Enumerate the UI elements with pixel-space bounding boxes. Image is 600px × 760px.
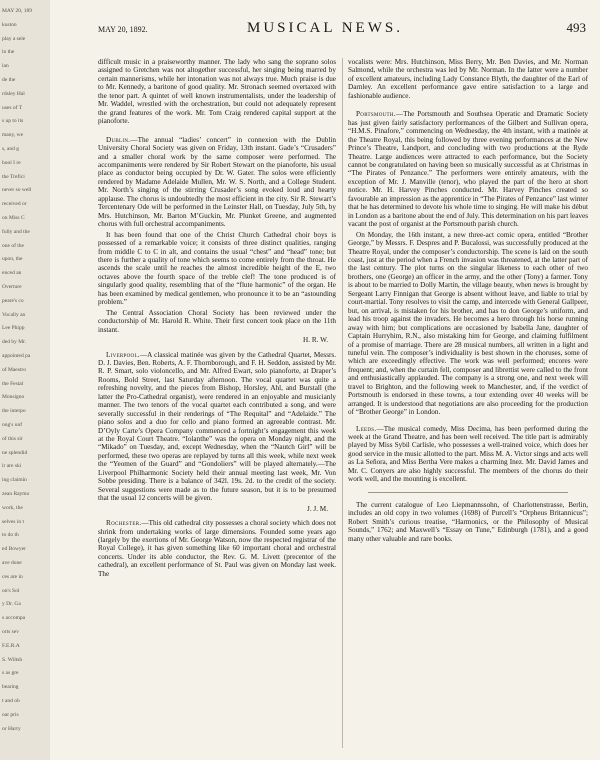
- dublin-paragraph-2: It has been found that one of the Christ Church Cathedral choir boys is possessed of a remarkable voice; it consists of three distinct qualities, ranging from middle C to C in alt, and contains the usual “chest” and “head” tone; but there is further a quality of tone which seems to come entirely from the throat. He ascends the scale until he reaches the almost incredible height of the E, two octaves above the fourth space of the treble clef! The tone produced is of singularly good quality, resembling that of the “flute harmonic” of the organ. He has been examined by medical gentlemen, who pronounce it to be an “astounding problem.”: [98, 230, 336, 307]
- adjacent-page-fragment: Monsigno: [2, 394, 25, 401]
- dublin-heading: Dublin.: [106, 135, 131, 144]
- adjacent-page-fragment: ing claimin: [2, 477, 27, 484]
- adjacent-page-fragment: ces are in: [2, 573, 23, 580]
- adjacent-page-fragment: to do th: [2, 532, 19, 539]
- leeds-heading: Leeds.: [356, 424, 377, 433]
- adjacent-page-fragment: Vocally an: [2, 311, 26, 318]
- adjacent-page-fragment: never so well: [2, 187, 32, 194]
- adjacent-page-fragment: the Festal: [2, 380, 24, 387]
- portsmouth-paragraph: Portsmouth.—The Portsmouth and Southsea Operatic and Dramatic Society has just given fairly satisfactory performances of the Gilbert and Sullivan opera, “H.M.S. Pinafore,” commencing on Wednesday, the 4th instant, with a matinée at the Theatre Royal, this being followed by three evening performances at the New Prince’s Theatre, Landport, and concluding with two productions at the Ryde Theatre. Large audiences were attracted to each performance, but the Society cannot be congratulated on having been so musically successful as at Christmas in “The Pirates of Penzance.” The performers were entirely amateurs, with the exception of Mr. J. Manville (tenor), who played the part of the hero at short notice. Mr. H. Harvey Pinches conducted. Mr. Harvey Pinches created so favourable an impression as the apprentice in “The Pirates of Penzance” last winter that he has determined to devote his whole time to singing. He will make his début in London as a baritone about the end of July. This determination on his part leaves vacant the post of organist at the Portsmouth parish church.: [348, 110, 588, 229]
- adjacent-page-fragment: ded by Mr.: [2, 339, 26, 346]
- adjacent-page-fragment: zean Raymo: [2, 491, 30, 497]
- adjacent-page-fragment: one of the: [2, 242, 24, 249]
- page-header: [50, 18, 600, 40]
- adjacent-page-fragment: play a sele: [2, 35, 26, 42]
- adjacent-page-fragment: Overture: [2, 284, 22, 290]
- adjacent-page-fragment: ir are ski: [2, 463, 22, 470]
- right-column: [348, 58, 588, 758]
- adjacent-page-fragment: rdsley Hal: [2, 90, 25, 97]
- liverpool-paragraph: Liverpool.—A classical matinée was given by the Cathedral Quartet, Messrs. D. J. Davies, Ben. Roberts, A. F. Thornborough, and F. H. Seddon, assisted by Mr. R. P. Smart, solo violoncello, and Mr. Alfred Ewart, solo pianoforte, at Draper’s Rooms, Bold Street, last Saturday afternoon. The vocal quartet was quite a refreshing novelty, and the pieces from Bishop, Horsley, Ahl, and Burstall (the latter the Pro-Cathedral organist), were rendered in an enjoyable and musicianly manner. The two tenors of the vocal quartet each contributed a song, and were severally successful in their renderings of “The Requital” and “Adelaide.” The piano solos and a duo for cello and piano formed an agreeable contrast. Mr. D’Oyly Carte’s Opera Company commenced a fortnight’s engagement this week at the Royal Court Theatre. “Iolanthe” was the opera on Monday night, and the “Mikado” on Tuesday, and, except Wednesday, when the “Nautch Girl” will be performed, these two operas are replayed by turns all this week, while next week the “Yeomen of the Guard” and “Gondoliers” will be played alternately.—The Liverpool Philharmonic Society held their annual meeting last week, Mr. Von Sobbe presiding. There is a balance of 342l. 19s. 2d. to the credit of the society. Several suggestions were made as to the future season, but it is to be presumed that the usual 12 concerts will be given.: [98, 350, 336, 503]
- adjacent-page-fragment: F.E.R.A: [2, 642, 20, 649]
- adjacent-page-fragment: upon, the: [2, 256, 23, 263]
- adjacent-page-strip: [0, 0, 51, 760]
- adjacent-page-fragment: Lee Phipp: [2, 325, 25, 332]
- adjacent-page-fragment: hool I re: [2, 159, 21, 166]
- adjacent-page-fragment: received or: [2, 201, 27, 208]
- adjacent-page-fragment: de the: [2, 77, 16, 83]
- liverpool-heading: Liverpool.: [106, 350, 140, 359]
- leeds-paragraph: Leeds.—The musical comedy, Miss Decima, has been performed during the week at the Grand Theatre, and has been well received. The title part is admirably played by Miss Sybil Carlisle, who possesses a well-trained voice, which does her good service in the music allotted to the part. Miss M. A. Victor sings and acts well as La Señora, and Miss Bertha Vere makes a charming Inez. Mr. David James and Mr. C. Conyers are also highly successful. The members of the chorus do their work well, and the mounting is excellent.: [348, 424, 588, 484]
- adjacent-page-fragment: kuston: [2, 21, 17, 28]
- adjacent-page-fragment: oar pris: [2, 711, 19, 718]
- adjacent-page-fragment: on's Sol: [2, 587, 20, 594]
- catalogue-paragraph: The current catalogue of Leo Liepmannssohn, of Charlottenstrasse, Berlin, includes an old copy in two volumes (1698) of Purcell’s “Orpheus Britannicus”; Robert Smith’s curious treatise, “Harmonics, or the Philosophy of Musical Sounds,” 1762; and Maxwell’s “Essay on Tune,” Edinburgh (1781), and a good many other valuable and rare books.: [348, 500, 588, 543]
- adjacent-page-fragment: appointed pa: [2, 353, 31, 359]
- adjacent-page-fragment: the Trefici: [2, 173, 25, 180]
- adjacent-page-fragment: the interpo: [2, 408, 26, 415]
- portsmouth-paragraph-2: On Monday, the 16th instant, a new three-act comic opera, entitled “Brother George,” by Messrs. F. Despres and P. Bucalossi, was successfully produced at the Theatre Royal, under the composer’s conductorship. The scene is laid on the south coast, just at the period when a French invasion was threatened, at the latter part of the last century. The plot turns on the singular likeness to each other of two brothers, one (George) an officer in the army, and the other (Tony) a farmer. Tony is about to be married to Dolly Martin, the village beauty, when news is brought by Sergeant Larry Finnigan that George is absent without leave, and liable to trial by court-martial. Tony resolves to visit the camp, and intercede with General Gallpeer, but, on arrival, is mistaken for his brother, and has to don George’s uniform, and lead his troop against the invaders. He becomes a hero through his horse running away with him; but complications are occasioned by Isabella Jane, daughter of Captain Hurryhim, R.N., also mistaking him for George, and claiming fulfilment of a promise of marriage. There are 28 musical numbers, all written in a light and tuneful vein. The composer’s individuality is best shown in the choruses, some of which are exceedingly effective. The work was well performed; encores were frequent; and, when the curtain fell, composer and librettist were called to the front and enthusiastically applauded. The company is a strong one, and next week will travel to Brighton, and the following week to Manchester, and, if the verdict of Portsmouth is endorsed in these towns, a tour extending over 40 weeks will be arranged. It is understood that negotiations are also proceeding for the production of “Brother George” in London.: [348, 230, 588, 417]
- adjacent-page-fragment: uses of T: [2, 104, 23, 111]
- section-rule: [368, 492, 568, 493]
- adjacent-page-fragment: s as gre: [2, 670, 19, 677]
- adjacent-page-fragment: y Dr. Ga: [2, 601, 21, 608]
- adjacent-page-fragment: S. Wiltsh: [2, 656, 23, 663]
- adjacent-page-fragment: fully and the: [2, 228, 30, 235]
- adjacent-page-fragment: s, and g: [2, 146, 19, 152]
- adjacent-page-fragment: ed Bowyer: [2, 546, 26, 553]
- adjacent-page-fragment: t and ob: [2, 698, 20, 704]
- dublin-signature: H. R. W.: [303, 336, 328, 345]
- rochester-heading: Rochester.: [106, 519, 142, 528]
- newspaper-page: [50, 0, 600, 760]
- continued-paragraph: difficult music in a praiseworthy manner. The lady who sang the soprano solos assigned to Gretchen was not altogether successful, her singing being marred by certain mannerisms, while her intonation was not always true. Much praise is due to Mr. Kennedy, a baritone of good quality. Mr. Stronach seemed overtaxed with the tenor part. A quintet of well known instrumentalists, under the leadership of Mr. Waddel, wrestled with the orchestration, but could not adequately represent the grand features of the work. Mr. Tom Craig rendered capital support at the pianoforte.: [98, 58, 336, 126]
- continued-paragraph-right: vocalists were: Mrs. Hutchinson, Miss Berry, Mr. Ben Davies, and Mr. Norman Salmond, while the orchestra was led by Mr. Norman. In the latter were a number of excellent amateurs, including Lady Constance Blyth, the daughter of the Earl of Darnley. An excellent performance gave entire satisfaction to a large and fashionable audience.: [348, 58, 588, 100]
- adjacent-page-fragment: bearing: [2, 684, 19, 691]
- adjacent-page-fragment: work, the: [2, 504, 23, 511]
- column-divider: [342, 58, 343, 748]
- adjacent-page-fragment: on Miss C: [2, 215, 25, 221]
- adjacent-page-fragment: enced an: [2, 270, 22, 277]
- rochester-paragraph: Rochester.—This old cathedral city possesses a choral society which does not shrink from undertaking works of large dimensions. Founded some years ago (largely by the exertions of Mr. George Watson, now the respected registrar of the Royal College), it has given something like 60 important choral and orchestral concerts. Under its able conductor, the Rev. G. M. Livett (precentor of the cathedral), an excellent performance of St. Paul was given on Monday last week. The: [98, 519, 336, 578]
- adjacent-page-fragment: or Harry: [2, 725, 21, 732]
- portsmouth-heading: Portsmouth.: [356, 110, 396, 119]
- adjacent-page-fragment: orts sev: [2, 629, 19, 635]
- dublin-paragraph: Dublin.—The annual “ladies’ concert” in connexion with the Dublin University Choral Society was given on Friday, 13th instant. Gade’s “Crusaders” and a smaller choral work by the same composer were performed. The accompaniments were rendered by Sir Robert Stewart on the pianoforte, his usual place as conductor being occupied by Dr. W. Gater. The solos were efficiently rendered by Madame Adelaide Mullen, Mr. W. S. North, and a College Student. Mr. North’s singing of the stirring Crusader’s song evoked loud and hearty applause. The chorus is undoubtedly the most efficient in the city. Sir R. Stewart’s Tercentenary Ode will be performed in the Leinster Hall, on Tuesday, July 5th, by Mrs. Hutchinson, Mr. Barton M’Guckin, Mr. Plunket Greene, and augmented chorus with full orchestral accompaniments.: [98, 135, 336, 229]
- adjacent-page-fragment: ian: [2, 63, 9, 70]
- issue-date: MAY 20, 1892.: [98, 25, 148, 34]
- publication-title: MUSICAL NEWS.: [247, 20, 403, 36]
- adjacent-page-fragment: in the: [2, 49, 15, 56]
- dublin-paragraph-3: The Central Association Choral Society has been reviewed under the conductorship of Mr. Harold R. White. Their first concert took place on the 11th instant.: [98, 308, 336, 334]
- adjacent-page-fragment: selves in t: [2, 518, 24, 525]
- adjacent-page-fragment: ne splendid: [2, 449, 28, 456]
- adjacent-page-fragment: peare's co: [2, 297, 24, 304]
- adjacent-page-fragment: ave done: [2, 560, 22, 566]
- adjacent-page-fragment: many, we: [2, 132, 24, 139]
- adjacent-page-fragment: s up to its: [2, 118, 24, 125]
- adjacent-page-fragment: MAY 20, 189: [2, 8, 33, 14]
- adjacent-page-fragment: s accompa: [2, 615, 26, 622]
- adjacent-page-fragment: of Maestro: [2, 366, 26, 373]
- page-number: 493: [566, 20, 586, 35]
- left-column: [98, 58, 336, 758]
- adjacent-page-fragment: of this sir: [2, 435, 23, 442]
- liverpool-signature: J. J. M.: [307, 504, 328, 513]
- adjacent-page-fragment: ong's unf: [2, 422, 23, 428]
